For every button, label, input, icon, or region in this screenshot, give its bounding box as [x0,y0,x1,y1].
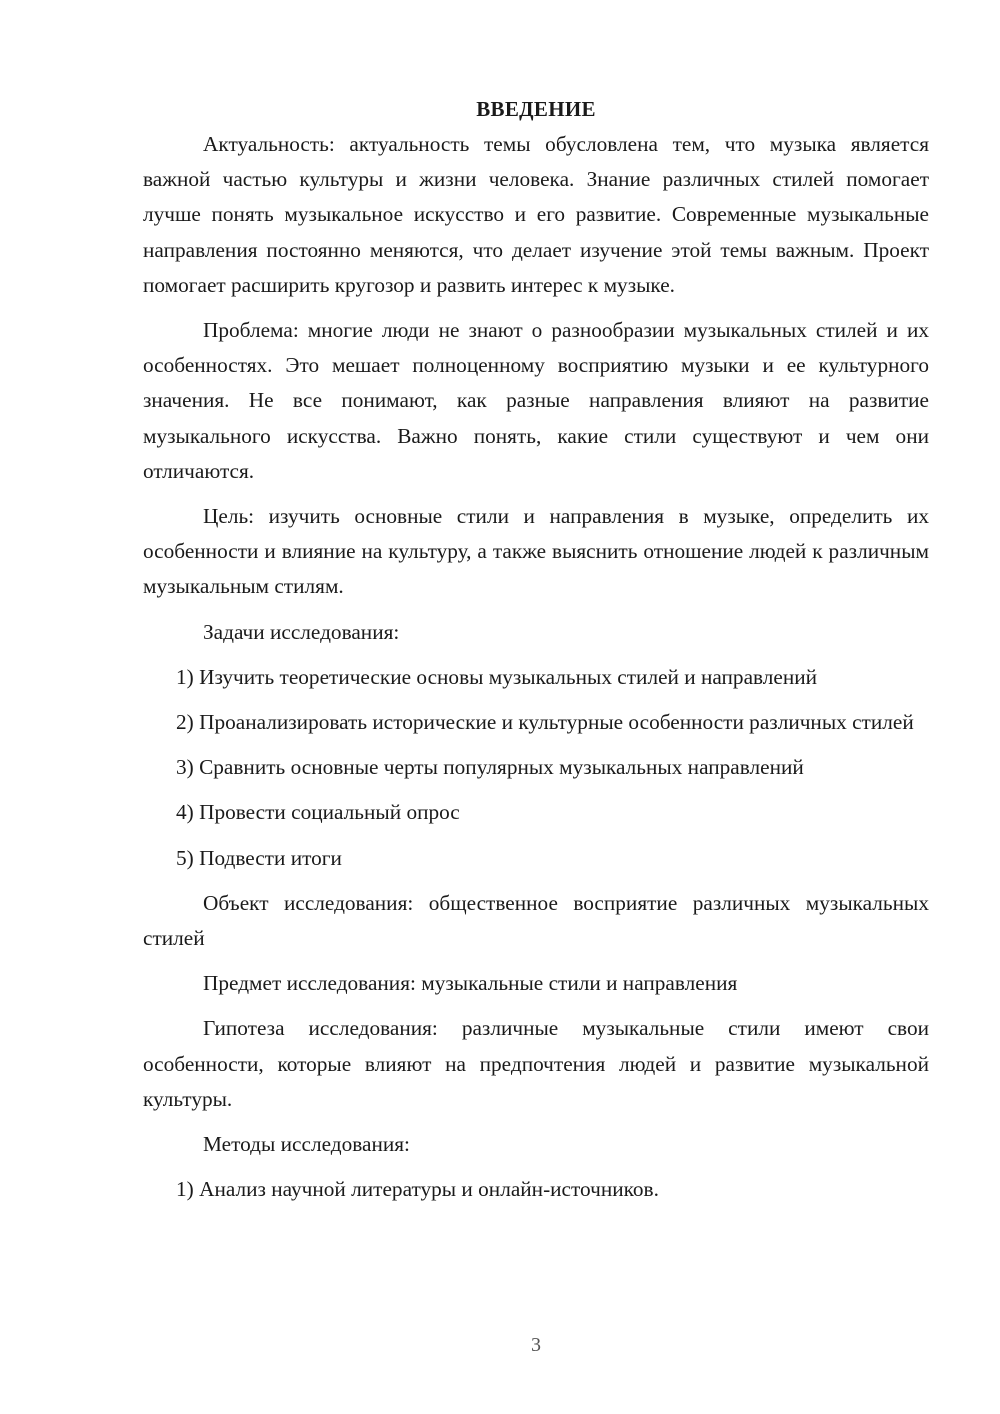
problem-paragraph: Проблема: многие люди не знают о разнообразии музыкальных стилей и их особенностях. Это мешает полноценному восприятию музыки и ее культурного значения. Не все понимают, как разные направления влияют на развитие музыкального искусства. Важно понять, какие стили существуют и чем они отличаются. [143,318,929,483]
task-item-1: 1) Изучить теоретические основы музыкальных стилей и направлений [176,664,818,689]
task-item-5: 5) Подвести итоги [176,845,342,870]
task-item-2: 2) Проанализировать исторические и культурные особенности различных стилей [176,710,914,735]
subject-paragraph: Предмет исследования: музыкальные стили и направления [203,971,738,996]
task-item-4: 4) Провести социальный опрос [176,800,460,825]
hypothesis-paragraph: Гипотеза исследования: различные музыкальные стили имеют свои особенности, которые влияют на предпочтения людей и развитие музыкальной культуры. [143,1016,929,1111]
goal-paragraph: Цель: изучить основные стили и направления в музыке, определить их особенности и влияние на культуру, а также выяснить отношение людей к различным музыкальным стилям. [143,504,929,599]
page-title: ВВЕДЕНИЕ [476,97,596,121]
methods-heading: Методы исследования: [203,1132,410,1157]
document-page [143,92,929,1217]
method-item-1: 1) Анализ научной литературы и онлайн-источников. [176,1177,659,1202]
page-number: 3 [531,1334,541,1356]
task-item-3: 3) Сравнить основные черты популярных музыкальных направлений [176,755,804,780]
tasks-heading: Задачи исследования: [203,619,400,644]
relevance-paragraph: Актуальность: актуальность темы обусловлена тем, что музыка является важной частью культуры и жизни человека. Знание различных стилей помогает лучше понять музыкальное искусство и его развитие. Современные музыкальные направления постоянно меняются, что делает изучение этой темы важным. Проект помогает расширить кругозор и развить интерес к музыке. [143,132,929,297]
object-paragraph: Объект исследования: общественное восприятие различных музыкальных стилей [143,890,929,951]
